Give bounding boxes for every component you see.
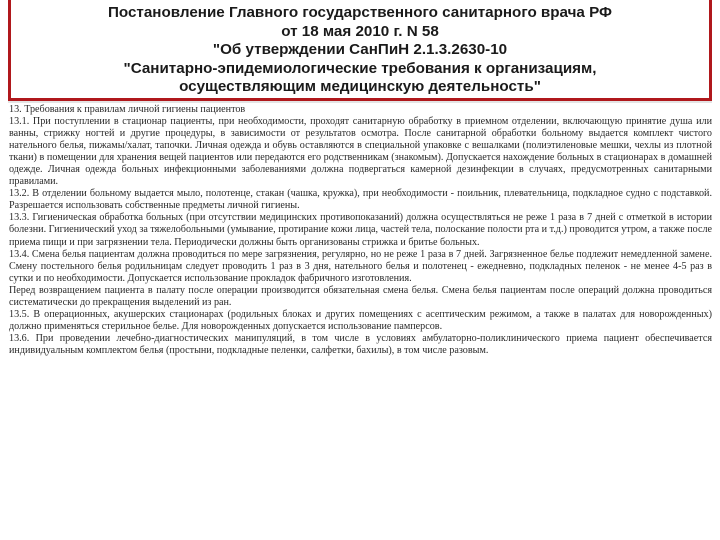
- title-line-2: от 18 мая 2010 г. N 58: [281, 22, 439, 40]
- paragraph-13-6: 13.6. При проведении лечебно-диагностических манипуляций, в том числе в условиях амбулаторно-поликлинического приема пациент обеспечивается индивидуальным комплектом белья (простыни, подкладные пеленки, салфетки, бахилы), в том числе разовым.: [9, 332, 712, 356]
- title-line-5: осуществляющим медицинскую деятельность": [179, 78, 541, 96]
- header-shadow: [8, 101, 712, 103]
- paragraph-13-3: 13.3. Гигиеническая обработка больных (при отсутствии медицинских противопоказаний) должна осуществляться не реже 1 раза в 7 дней с отметкой в истории болезни. Гигиенический уход за тяжелобольными (умывание, протирание кожи лица, частей тела, полоскание полости рта и т.д.) проводится утром, а также после приема пищи и при загрязнении тела. Периодически должны быть организованы стрижка и бритье больных.: [9, 212, 712, 248]
- document-title-box: [8, 0, 712, 101]
- paragraph-13-5: 13.5. В операционных, акушерских стационарах (родильных блоках и других помещениях с асептическим режимом, а также в палатах для новорожденных) должно применяться стерильное белье. Для новорожденных допускается использование памперсов.: [9, 308, 712, 332]
- title-line-1: Постановление Главного государственного санитарного врача РФ: [107, 4, 612, 21]
- paragraph-13-4-cont: Перед возвращением пациента в палату после операции производится обязательная смена белья. Смена белья пациентам после операций должна проводиться систематически до прекращения выделений из ран.: [9, 284, 712, 308]
- title-line-4: "Санитарно-эпидемиологические требования к организациям,: [123, 59, 597, 77]
- paragraph-13-4: 13.4. Смена белья пациентам должна проводиться по мере загрязнения, регулярно, но не реже 1 раза в 7 дней. Загрязненное белье подлежит немедленной замене. Смену постельного белья родильницам следует проводить 1 раз в 3 дня, нательного белья и полотенец - ежедневно, подкладных пеленок - не менее 4-5 раз в сутки и по необходимости. Допускается использование прокладок фабричного изготовления.: [9, 248, 712, 284]
- section-heading: 13. Требования к правилам личной гигиены пациентов: [9, 104, 246, 115]
- document-body: [9, 104, 712, 357]
- title-line-3: "Об утверждении СанПиН 2.1.3.2630-10: [212, 41, 508, 59]
- paragraph-13-1: 13.1. При поступлении в стационар пациенты, при необходимости, проходят санитарную обработку в приемном отделении, включающую принятие душа или ванны, стрижку ногтей и другие процедуры, в зависимости от результатов осмотра. После санитарной обработки больному выдается комплект чистого нательного белья, пижамы/халат, тапочки. Личная одежда и обувь оставляются в специальной упаковке с вешалками (полиэтиленовые мешки, чехлы из плотной ткани) в помещении для хранения вещей пациентов или передаются его родственникам (знакомым). Допускается нахождение больных в стационарах в домашней одежде. Личная одежда больных инфекционными заболеваниями должна подвергаться камерной дезинфекции в случаях, предусмотренных санитарными правилами.: [9, 116, 712, 188]
- paragraph-13-2: 13.2. В отделении больному выдается мыло, полотенце, стакан (чашка, кружка), при необходимости - поильник, плевательница, подкладное судно с подставкой. Разрешается использовать собственные предметы личной гигиены.: [9, 188, 712, 212]
